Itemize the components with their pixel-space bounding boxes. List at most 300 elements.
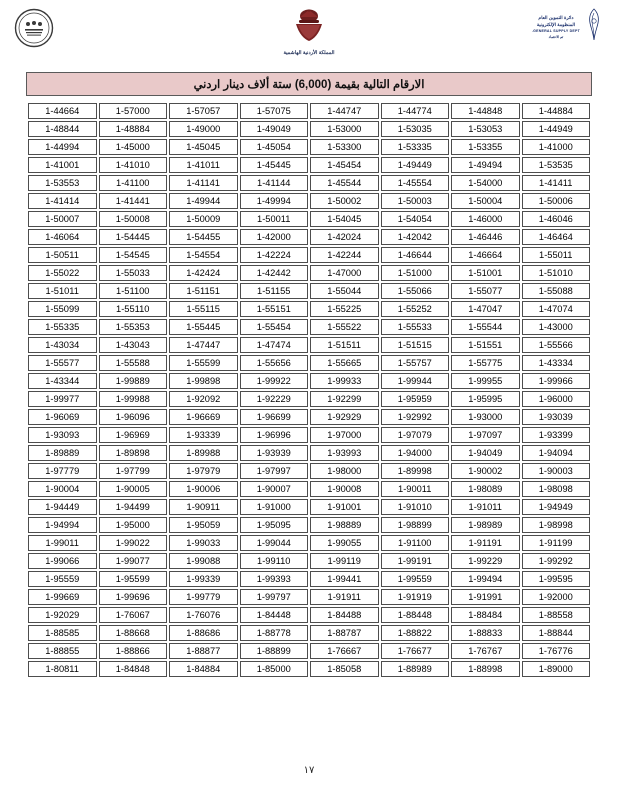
numbers-table-body: [28, 103, 590, 677]
number-cell: 1-84884: [169, 661, 238, 677]
number-cell: 1-88833: [451, 625, 520, 641]
number-cell: 1-92029: [28, 607, 97, 623]
general-supply-department-logo: [454, 8, 604, 47]
number-cell: 1-46446: [451, 229, 520, 245]
number-cell: 1-55066: [381, 283, 450, 299]
number-cell: 1-42000: [240, 229, 309, 245]
number-cell: 1-99191: [381, 553, 450, 569]
number-cell: 1-88668: [99, 625, 168, 641]
hashemite-crown-icon: [286, 31, 332, 48]
number-cell: 1-55110: [99, 301, 168, 317]
header-center-logo: [164, 8, 454, 56]
number-cell: 1-43344: [28, 373, 97, 389]
number-cell: 1-47074: [522, 301, 591, 317]
number-cell: 1-46464: [522, 229, 591, 245]
number-cell: 1-57000: [99, 103, 168, 119]
number-cell: 1-97079: [381, 427, 450, 443]
number-cell: 1-54445: [99, 229, 168, 245]
number-cell: 1-88585: [28, 625, 97, 641]
number-cell: 1-55775: [451, 355, 520, 371]
number-cell: 1-84448: [240, 607, 309, 623]
number-cell: 1-55599: [169, 355, 238, 371]
number-cell: 1-99669: [28, 589, 97, 605]
number-cell: 1-98899: [381, 517, 450, 533]
number-cell: 1-50006: [522, 193, 591, 209]
number-cell: 1-55577: [28, 355, 97, 371]
number-cell: 1-97779: [28, 463, 97, 479]
number-cell: 1-55656: [240, 355, 309, 371]
number-cell: 1-90011: [381, 481, 450, 497]
table-row: [28, 247, 590, 263]
number-cell: 1-97997: [240, 463, 309, 479]
number-cell: 1-91010: [381, 499, 450, 515]
number-cell: 1-50002: [310, 193, 379, 209]
number-cell: 1-99393: [240, 571, 309, 587]
number-cell: 1-99494: [451, 571, 520, 587]
number-cell: 1-98889: [310, 517, 379, 533]
number-cell: 1-89998: [381, 463, 450, 479]
number-cell: 1-99044: [240, 535, 309, 551]
number-cell: 1-88855: [28, 643, 97, 659]
table-row: [28, 553, 590, 569]
number-cell: 1-99944: [381, 373, 450, 389]
number-cell: 1-95599: [99, 571, 168, 587]
number-cell: 1-99110: [240, 553, 309, 569]
header-left-logo: [454, 8, 604, 47]
number-cell: 1-47000: [310, 265, 379, 281]
number-cell: 1-41414: [28, 193, 97, 209]
number-cell: 1-48844: [28, 121, 97, 137]
number-cell: 1-55099: [28, 301, 97, 317]
table-row: [28, 211, 590, 227]
table-row: [28, 499, 590, 515]
number-cell: 1-88778: [240, 625, 309, 641]
number-cell: 1-42424: [169, 265, 238, 281]
number-cell: 1-99595: [522, 571, 591, 587]
number-cell: 1-99088: [169, 553, 238, 569]
number-cell: 1-99977: [28, 391, 97, 407]
number-cell: 1-55044: [310, 283, 379, 299]
number-cell: 1-51000: [381, 265, 450, 281]
number-cell: 1-96096: [99, 409, 168, 425]
number-cell: 1-93399: [522, 427, 591, 443]
number-cell: 1-41011: [169, 157, 238, 173]
number-cell: 1-97097: [451, 427, 520, 443]
number-cell: 1-49449: [381, 157, 450, 173]
table-row: [28, 121, 590, 137]
center-logo-caption: المملكة الأردنية الهاشمية: [283, 50, 335, 56]
number-cell: 1-99022: [99, 535, 168, 551]
number-cell: 1-55566: [522, 337, 591, 353]
number-cell: 1-44774: [381, 103, 450, 119]
number-cell: 1-55757: [381, 355, 450, 371]
number-cell: 1-55151: [240, 301, 309, 317]
number-cell: 1-55225: [310, 301, 379, 317]
number-cell: 1-49494: [451, 157, 520, 173]
number-cell: 1-99988: [99, 391, 168, 407]
dept-logo-line-4: تم الاعتماد: [548, 34, 564, 39]
title-text: الارقام التالية بقيمة (6,000) ستة ألاف دينار اردني: [193, 79, 425, 91]
number-cell: 1-55011: [522, 247, 591, 263]
number-cell: 1-41441: [99, 193, 168, 209]
number-cell: 1-88448: [381, 607, 450, 623]
number-cell: 1-49944: [169, 193, 238, 209]
number-cell: 1-55665: [310, 355, 379, 371]
number-cell: 1-44848: [451, 103, 520, 119]
numbers-table: [26, 101, 592, 679]
number-cell: 1-98089: [451, 481, 520, 497]
number-cell: 1-88484: [451, 607, 520, 623]
number-cell: 1-42024: [310, 229, 379, 245]
table-row: [28, 625, 590, 641]
number-cell: 1-80811: [28, 661, 97, 677]
number-cell: 1-97799: [99, 463, 168, 479]
numbers-table-container: [26, 101, 592, 679]
number-cell: 1-91911: [310, 589, 379, 605]
number-cell: 1-50511: [28, 247, 97, 263]
number-cell: 1-99922: [240, 373, 309, 389]
number-cell: 1-55588: [99, 355, 168, 371]
number-cell: 1-46664: [451, 247, 520, 263]
number-cell: 1-99066: [28, 553, 97, 569]
number-cell: 1-41010: [99, 157, 168, 173]
supply-crest-icon: [584, 8, 604, 47]
number-cell: 1-55115: [169, 301, 238, 317]
table-row: [28, 607, 590, 623]
header-right-logo: [14, 8, 164, 53]
number-cell: 1-99889: [99, 373, 168, 389]
number-cell: 1-46046: [522, 211, 591, 227]
number-cell: 1-49049: [240, 121, 309, 137]
number-cell: 1-88877: [169, 643, 238, 659]
number-cell: 1-55335: [28, 319, 97, 335]
number-cell: 1-94499: [99, 499, 168, 515]
number-cell: 1-92092: [169, 391, 238, 407]
number-cell: 1-46064: [28, 229, 97, 245]
number-cell: 1-93339: [169, 427, 238, 443]
number-cell: 1-51551: [451, 337, 520, 353]
number-cell: 1-76677: [381, 643, 450, 659]
number-cell: 1-91100: [381, 535, 450, 551]
number-cell: 1-90911: [169, 499, 238, 515]
number-cell: 1-90006: [169, 481, 238, 497]
number-cell: 1-99441: [310, 571, 379, 587]
number-cell: 1-95000: [99, 517, 168, 533]
table-row: [28, 157, 590, 173]
number-cell: 1-54000: [451, 175, 520, 191]
number-cell: 1-88787: [310, 625, 379, 641]
dept-logo-line-2: المنظومة الإلكترونية: [536, 22, 576, 28]
number-cell: 1-44884: [522, 103, 591, 119]
number-cell: 1-91199: [522, 535, 591, 551]
number-cell: 1-50008: [99, 211, 168, 227]
number-cell: 1-97000: [310, 427, 379, 443]
number-cell: 1-93039: [522, 409, 591, 425]
number-cell: 1-43034: [28, 337, 97, 353]
number-cell: 1-47047: [451, 301, 520, 317]
dept-logo-line-3: GENERAL SUPPLY DEPT.: [531, 29, 580, 34]
number-cell: 1-90007: [240, 481, 309, 497]
number-cell: 1-95559: [28, 571, 97, 587]
page-header: [0, 0, 618, 62]
number-cell: 1-47474: [240, 337, 309, 353]
number-cell: 1-76767: [451, 643, 520, 659]
number-cell: 1-43000: [522, 319, 591, 335]
number-cell: 1-55022: [28, 265, 97, 281]
number-cell: 1-96069: [28, 409, 97, 425]
number-cell: 1-94049: [451, 445, 520, 461]
page-footer: [0, 765, 618, 776]
number-cell: 1-93000: [451, 409, 520, 425]
number-cell: 1-51511: [310, 337, 379, 353]
number-cell: 1-98989: [451, 517, 520, 533]
number-cell: 1-54054: [381, 211, 450, 227]
number-cell: 1-48884: [99, 121, 168, 137]
number-cell: 1-99696: [99, 589, 168, 605]
table-row: [28, 175, 590, 191]
table-row: [28, 427, 590, 443]
number-cell: 1-44747: [310, 103, 379, 119]
table-row: [28, 193, 590, 209]
number-cell: 1-96669: [169, 409, 238, 425]
number-cell: 1-54554: [169, 247, 238, 263]
table-row: [28, 463, 590, 479]
number-cell: 1-91191: [451, 535, 520, 551]
number-cell: 1-42042: [381, 229, 450, 245]
number-cell: 1-98998: [522, 517, 591, 533]
table-row: [28, 283, 590, 299]
number-cell: 1-49000: [169, 121, 238, 137]
number-cell: 1-85058: [310, 661, 379, 677]
number-cell: 1-99779: [169, 589, 238, 605]
number-cell: 1-41100: [99, 175, 168, 191]
number-cell: 1-44994: [28, 139, 97, 155]
number-cell: 1-95995: [451, 391, 520, 407]
number-cell: 1-94000: [381, 445, 450, 461]
number-cell: 1-94949: [522, 499, 591, 515]
number-cell: 1-99559: [381, 571, 450, 587]
number-cell: 1-55533: [381, 319, 450, 335]
number-cell: 1-94449: [28, 499, 97, 515]
number-cell: 1-51155: [240, 283, 309, 299]
number-cell: 1-45054: [240, 139, 309, 155]
number-cell: 1-88822: [381, 625, 450, 641]
number-cell: 1-55088: [522, 283, 591, 299]
number-cell: 1-99077: [99, 553, 168, 569]
number-cell: 1-88844: [522, 625, 591, 641]
number-cell: 1-49994: [240, 193, 309, 209]
number-cell: 1-76076: [169, 607, 238, 623]
number-cell: 1-99933: [310, 373, 379, 389]
number-cell: 1-99339: [169, 571, 238, 587]
number-cell: 1-93993: [310, 445, 379, 461]
number-cell: 1-92000: [522, 589, 591, 605]
number-cell: 1-98098: [522, 481, 591, 497]
number-cell: 1-99898: [169, 373, 238, 389]
number-cell: 1-93093: [28, 427, 97, 443]
number-cell: 1-94994: [28, 517, 97, 533]
number-cell: 1-50011: [240, 211, 309, 227]
number-cell: 1-44949: [522, 121, 591, 137]
number-cell: 1-41001: [28, 157, 97, 173]
table-row: [28, 589, 590, 605]
dept-logo-line-1: دائرة التموين العام: [538, 15, 574, 21]
number-cell: 1-45000: [99, 139, 168, 155]
number-cell: 1-41144: [240, 175, 309, 191]
table-row: [28, 103, 590, 119]
table-row: [28, 517, 590, 533]
table-row: [28, 373, 590, 389]
official-seal-icon: [14, 35, 54, 52]
number-cell: 1-88989: [381, 661, 450, 677]
number-cell: 1-42224: [240, 247, 309, 263]
number-cell: 1-92929: [310, 409, 379, 425]
number-cell: 1-95095: [240, 517, 309, 533]
table-row: [28, 355, 590, 371]
number-cell: 1-88558: [522, 607, 591, 623]
number-cell: 1-43043: [99, 337, 168, 353]
number-cell: 1-45544: [310, 175, 379, 191]
number-cell: 1-45045: [169, 139, 238, 155]
number-cell: 1-57057: [169, 103, 238, 119]
table-row: [28, 229, 590, 245]
number-cell: 1-96996: [240, 427, 309, 443]
number-cell: 1-53355: [451, 139, 520, 155]
number-cell: 1-76667: [310, 643, 379, 659]
number-cell: 1-47447: [169, 337, 238, 353]
number-cell: 1-41000: [522, 139, 591, 155]
number-cell: 1-43334: [522, 355, 591, 371]
number-cell: 1-98000: [310, 463, 379, 479]
number-cell: 1-53335: [381, 139, 450, 155]
number-cell: 1-50004: [451, 193, 520, 209]
number-cell: 1-88866: [99, 643, 168, 659]
number-cell: 1-76776: [522, 643, 591, 659]
number-cell: 1-89898: [99, 445, 168, 461]
number-cell: 1-91919: [381, 589, 450, 605]
number-cell: 1-45554: [381, 175, 450, 191]
number-cell: 1-84488: [310, 607, 379, 623]
number-cell: 1-54455: [169, 229, 238, 245]
number-cell: 1-51010: [522, 265, 591, 281]
number-cell: 1-85000: [240, 661, 309, 677]
number-cell: 1-51001: [451, 265, 520, 281]
department-logo-text: [532, 15, 580, 39]
table-row: [28, 643, 590, 659]
number-cell: 1-53300: [310, 139, 379, 155]
number-cell: 1-99797: [240, 589, 309, 605]
number-cell: 1-53035: [381, 121, 450, 137]
number-cell: 1-88899: [240, 643, 309, 659]
number-cell: 1-45445: [240, 157, 309, 173]
table-row: [28, 337, 590, 353]
number-cell: 1-92992: [381, 409, 450, 425]
number-cell: 1-53000: [310, 121, 379, 137]
number-cell: 1-89000: [522, 661, 591, 677]
number-cell: 1-51151: [169, 283, 238, 299]
number-cell: 1-46000: [451, 211, 520, 227]
number-cell: 1-96699: [240, 409, 309, 425]
number-cell: 1-92299: [310, 391, 379, 407]
number-cell: 1-96969: [99, 427, 168, 443]
table-row: [28, 319, 590, 335]
number-cell: 1-41141: [169, 175, 238, 191]
number-cell: 1-99011: [28, 535, 97, 551]
number-cell: 1-53053: [451, 121, 520, 137]
table-row: [28, 661, 590, 677]
number-cell: 1-91001: [310, 499, 379, 515]
number-cell: 1-50009: [169, 211, 238, 227]
table-row: [28, 445, 590, 461]
number-cell: 1-45454: [310, 157, 379, 173]
number-cell: 1-96000: [522, 391, 591, 407]
number-cell: 1-51011: [28, 283, 97, 299]
number-cell: 1-55252: [381, 301, 450, 317]
number-cell: 1-91011: [451, 499, 520, 515]
number-cell: 1-42442: [240, 265, 309, 281]
number-cell: 1-55077: [451, 283, 520, 299]
number-cell: 1-55522: [310, 319, 379, 335]
number-cell: 1-57075: [240, 103, 309, 119]
number-cell: 1-55445: [169, 319, 238, 335]
number-cell: 1-95059: [169, 517, 238, 533]
number-cell: 1-99033: [169, 535, 238, 551]
number-cell: 1-91000: [240, 499, 309, 515]
number-cell: 1-99119: [310, 553, 379, 569]
table-row: [28, 535, 590, 551]
number-cell: 1-90005: [99, 481, 168, 497]
number-cell: 1-84848: [99, 661, 168, 677]
number-cell: 1-90004: [28, 481, 97, 497]
title-banner: [26, 72, 592, 96]
number-cell: 1-55353: [99, 319, 168, 335]
number-cell: 1-95959: [381, 391, 450, 407]
number-cell: 1-99966: [522, 373, 591, 389]
number-cell: 1-91991: [451, 589, 520, 605]
number-cell: 1-54045: [310, 211, 379, 227]
number-cell: 1-50007: [28, 211, 97, 227]
number-cell: 1-88998: [451, 661, 520, 677]
number-cell: 1-99292: [522, 553, 591, 569]
table-row: [28, 139, 590, 155]
number-cell: 1-55454: [240, 319, 309, 335]
number-cell: 1-99955: [451, 373, 520, 389]
number-cell: 1-99229: [451, 553, 520, 569]
number-cell: 1-89988: [169, 445, 238, 461]
number-cell: 1-92229: [240, 391, 309, 407]
table-row: [28, 265, 590, 281]
number-cell: 1-93939: [240, 445, 309, 461]
number-cell: 1-55033: [99, 265, 168, 281]
number-cell: 1-88686: [169, 625, 238, 641]
number-cell: 1-90008: [310, 481, 379, 497]
number-cell: 1-76067: [99, 607, 168, 623]
number-cell: 1-97979: [169, 463, 238, 479]
number-cell: 1-90003: [522, 463, 591, 479]
table-row: [28, 391, 590, 407]
table-row: [28, 301, 590, 317]
table-row: [28, 481, 590, 497]
number-cell: 1-41411: [522, 175, 591, 191]
table-row: [28, 409, 590, 425]
number-cell: 1-44664: [28, 103, 97, 119]
number-cell: 1-42244: [310, 247, 379, 263]
number-cell: 1-99055: [310, 535, 379, 551]
number-cell: 1-53535: [522, 157, 591, 173]
number-cell: 1-94094: [522, 445, 591, 461]
table-row: [28, 571, 590, 587]
number-cell: 1-46644: [381, 247, 450, 263]
